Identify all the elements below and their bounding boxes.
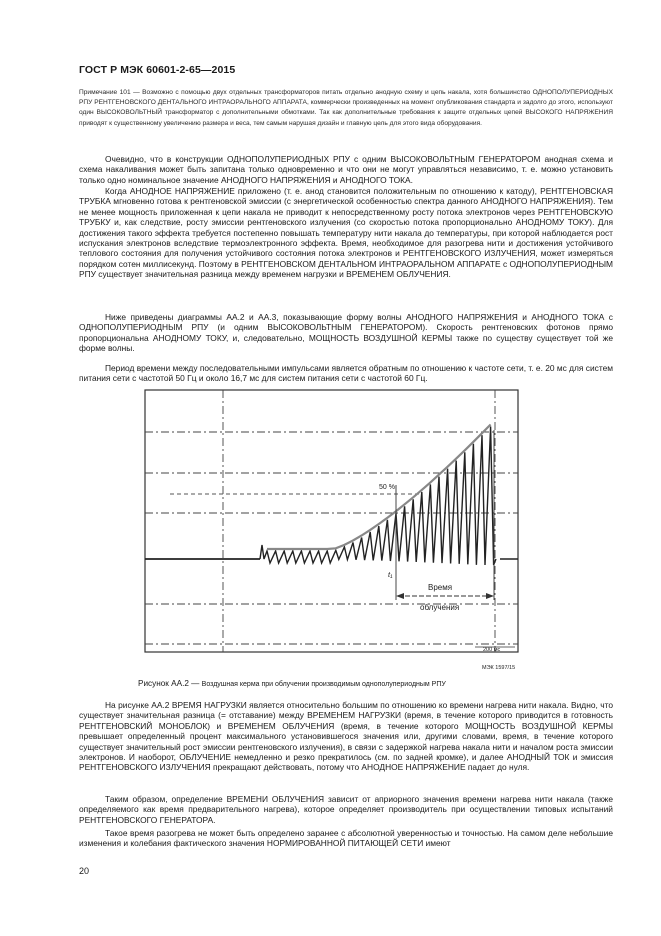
waveform-chart [130,385,535,675]
label-t1: t₁ [388,570,393,579]
note-101: Примечание 101 — Возможно с помощью двух отдельных трансформаторов питать отдельно анодную схему и цепь накала, хотя большинство ОДНОПОЛУПЕРИОДНЫХ РПУ РЕНТГЕНОВСКОГО ДЕНТАЛЬНОГО ИНТРАОРАЛЬНОГО АППАРАТА, коммерчески произведенных на момент опубликования стандарта и задолго до этого, используют один ВЫСОКОВОЛЬТНЫЙ трансформатор с дополнительными обмотками. Так как дополнительные требования к защите отдельных цепей ВЫСОКОГО НАПРЯЖЕНИЯ приводят к существенному увеличению размера и веса, тем самым нарушая дизайн и главную цель для этого вида оборудования. [79,89,613,127]
paragraph-2: Когда АНОДНОЕ НАПРЯЖЕНИЕ приложено (т. е. анод становится положительным по отношению к катоду), РЕНТГЕНОВСКАЯ ТРУБКА мгновенно готова к рентгеновской эмиссии (с энергетической особенностью спектра данного АНОДНОГО НАПРЯЖЕНИЯ). Тем не менее мощность приложенная к цепи накала не приводит к непосредственному росту потока электронов через РЕНТГЕНОВСКУЮ ТРУБКУ и, как следствие, росту эмиссии рентгеновского излучения (со скоростью потока пропорционально АНОДНОМУ ТОКУ). Для достижения такого эффекта требуется постепенно повышать температуру нити накала до температуры, при которой наблюдается рост испускания электронов вследствие термоэлектронного эффекта. Время, необходимое для разогрева нити и достижения устойчивого теплового состояния для получения устойчивого состояния потока электронов и РЕНТГЕНОВСКОГО ИЗЛУЧЕНИЯ, может измеряться порядком сотен миллисекунд. Поэтому в РЕНТГЕНОВСКОМ ДЕНТАЛЬНОМ ИНТРАОРАЛЬНОМ АППАРАТЕ с ОДНОПОЛУПЕРИОДНЫМ РПУ существует значительная разница между временем нагрузки и ВРЕМЕНЕМ ОБЛУЧЕНИЯ. [79,186,613,280]
paragraph-4: Период времени между последовательными импульсами является обратным по отношению к частоте сети, т. е. 20 мс для систем питания сети с частотой 50 Гц и около 16,7 мс для систем питания сети с частотой 60 Гц. [79,363,614,384]
kerma-waveform [260,427,496,566]
caption-term: Воздушная керма при облучении производимым однополупериодным РПУ [201,681,446,688]
label-time-scale: 200 мс [483,647,501,653]
label-50-percent: 50 % [379,484,395,491]
paragraph-5: На рисунке АА.2 ВРЕМЯ НАГРУЗКИ является относительно большим по отношению ко времени нагрева нити накала. Видно, что существует значительная разница (= отставание) между ВРЕМЕНЕМ НАГРУЗКИ (время, в течение которого приводится в готовность РЕНТГЕНОВСКИЙ МОНОБЛОК) и ВРЕМЕНЕМ ОБЛУЧЕНИЯ (время, в течение которого МОЩНОСТЬ ВОЗДУШНОЙ КЕРМЫ превышает определенный процент максимального установившегося значения или, другими словами, время, в течение которого существует значительный рост эмиссии рентгеновского излучения), в связи с задержкой нагрева накала нити и началом роста эмиссии электронов. И наоборот, ОБЛУЧЕНИЕ немедленно и резко прекратилось (см. по задней кромке), и далее АНОДНЫЙ ТОК и эмиссия РЕНТГЕНОВСКОГО ИЗЛУЧЕНИЯ прекращают действовать, потому что АНОДНОЕ НАПРЯЖЕНИЕ падает до нуля. [79,700,613,773]
arrow-head-right [486,593,494,599]
label-exposure-2: облучения [420,603,460,612]
caption-main: Рисунок АА.2 — [138,679,202,688]
label-exposure-1: Время [428,583,453,592]
figure-aa2 [130,385,535,675]
page-header: ГОСТ Р МЭК 60601-2-65—2015 [79,64,236,76]
arrow-head-left [396,593,404,599]
paragraph-6: Таким образом, определение ВРЕМЕНИ ОБЛУЧЕНИЯ зависит от априорного значения времени нагрева нити накала (также определяемого как время предварительного нагрева), которое определяет производитель при осуществлении типовых испытаний РЕНТГЕНОВСКОГО ГЕНЕРАТОРА. [79,794,613,825]
paragraph-7: Такое время разогрева не может быть определено заранее с абсолютной уверенностью и точностью. На самом деле небольшие изменения и колебания фактического значения НОРМИРОВАННОЙ ПИТАЮЩЕЙ СЕТИ имеют [79,828,613,849]
figure-caption [138,679,446,688]
paragraph-3: Ниже приведены диаграммы АА.2 и АА.3, показывающие форму волны АНОДНОГО НАПРЯЖЕНИЯ и АНОДНОГО ТОКА с ОДНОПОЛУПЕРИОДНЫМ РПУ (и одним ВЫСОКОВОЛЬТНЫМ ГЕНЕРАТОРОМ). Скорость рентгеновских фотонов прямо пропорциональна АНОДНОМУ ТОКУ, и, следовательно, МОЩНОСТЬ ВОЗДУШНОЙ КЕРМЫ также по существу существует той же форме волны. [79,312,613,354]
paragraph-1: Очевидно, что в конструкции ОДНОПОЛУПЕРИОДНЫХ РПУ с одним ВЫСОКОВОЛЬТНЫМ ГЕНЕРАТОРОМ анодная схема и схема накаливания может быть запитана только одновременно и что они не могут управляться независимо, т. е. можно установить только одно номинальное значение АНОДНОГО НАПРЯЖЕНИЯ и АНОДНОГО ТОКА. [79,154,613,185]
label-figure-code: МЭК 1597/15 [482,665,516,671]
page-number: 20 [79,866,90,876]
